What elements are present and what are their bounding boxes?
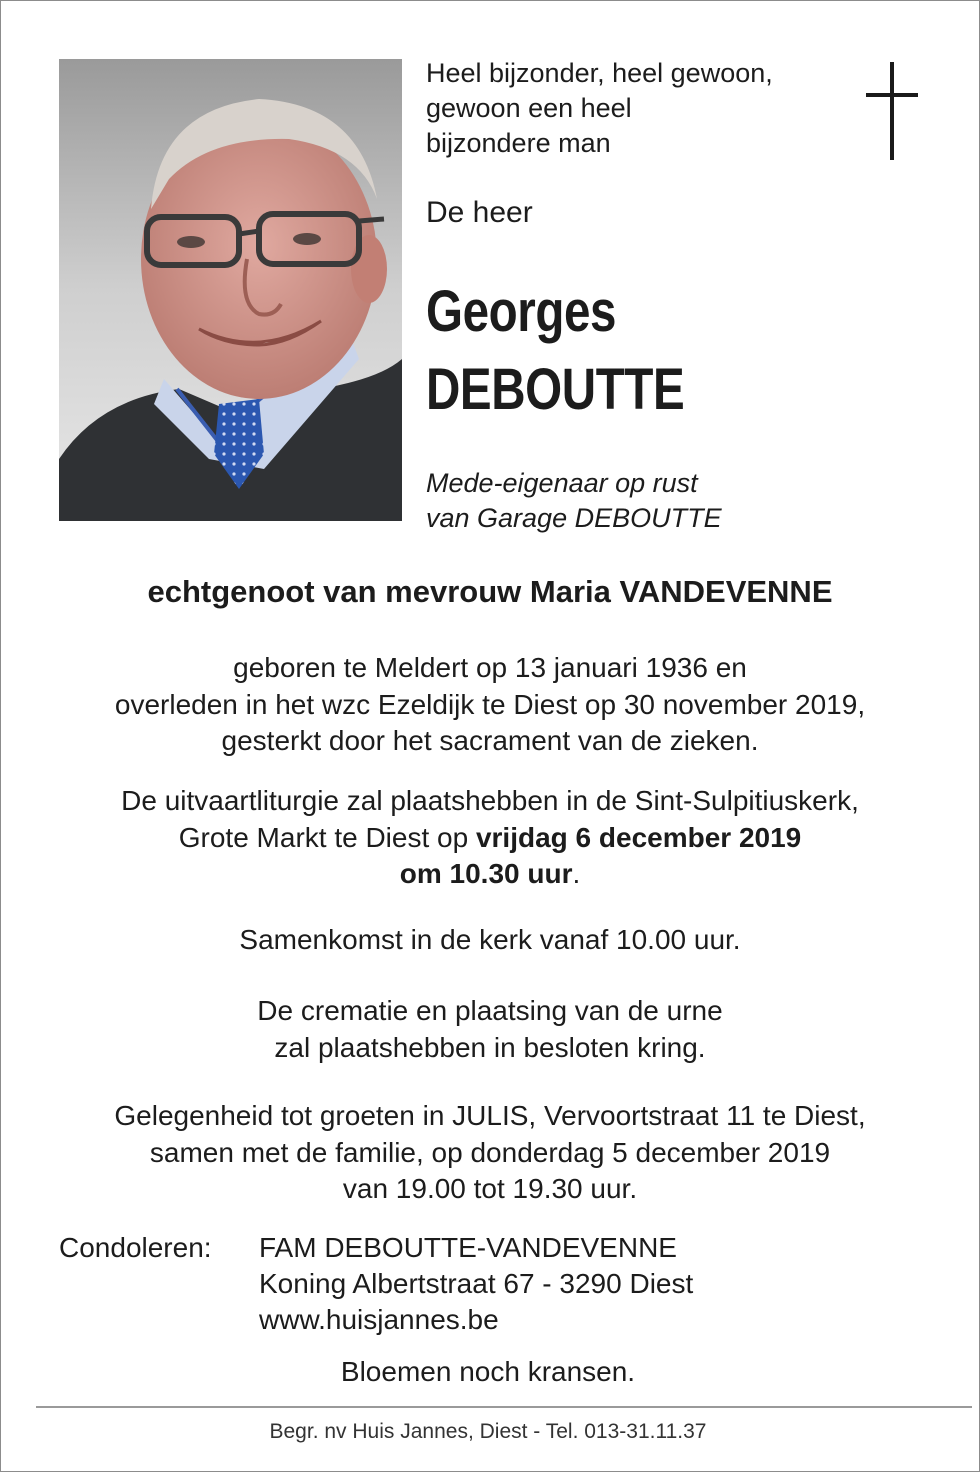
text-line: geboren te Meldert op 13 januari 1936 en [233,652,747,683]
funeral-home-footer: Begr. nv Huis Jannes, Diest - Tel. 013-31.11.37 [269,1420,707,1443]
honorific: De heer [426,196,533,229]
condolences-family: FAM DEBOUTTE-VANDEVENNE [259,1232,677,1263]
occupation-line: van Garage DEBOUTTE [426,503,722,533]
text-line: overleden in het wzc Ezeldijk te Diest op 30 november 2019, [114,688,866,720]
latin-cross-icon [862,62,922,160]
text-line [0,856,980,893]
verse-line: bijzondere man [426,128,611,158]
funeral-block [0,783,980,893]
text-line: De crematie en plaatsing van de urne [257,995,723,1026]
verse-line: Heel bijzonder, heel gewoon, [426,58,773,88]
portrait-photo [59,59,402,521]
gathering-line: Samenkomst in de kerk vanaf 10.00 uur. [239,924,741,955]
condolences-address [259,1230,693,1338]
text-line: Gelegenheid tot groeten in JULIS, Vervoortstraat 11 te Diest, [114,1100,866,1131]
text-line: van 19.00 tot 19.30 uur. [342,1173,638,1204]
occupation-line: Mede-eigenaar op rust [426,468,698,498]
flowers-note: Bloemen noch kransen. [340,1356,636,1387]
verse-line: gewoon een heel [426,93,632,123]
first-name: Georges [426,279,617,344]
visitation-block [0,1098,980,1208]
text-line: gesterkt door het sacrament van de zieken. [221,725,759,756]
condolences-label: Condoleren: [59,1232,212,1263]
text-line: zal plaatshebben in besloten kring. [274,1031,706,1063]
cremation-block [0,993,980,1066]
condolences-street: Koning Albertstraat 67 - 3290 Diest [259,1268,694,1299]
divider [36,1406,972,1408]
birth-death-block [0,650,980,760]
spouse-line: echtgenoot van mevrouw Maria VANDEVENNE [147,574,833,609]
last-name: DEBOUTTE [426,357,685,422]
occupation [426,466,722,536]
funeral-place: Grote Markt te Diest op [178,821,476,853]
condolences-website-link[interactable]: www.huisjannes.be [259,1304,499,1335]
period: . [572,858,581,889]
verse [426,56,773,161]
funeral-time: om 10.30 uur [399,858,573,889]
funeral-date: vrijdag 6 december 2019 [475,821,802,853]
text-line: De uitvaartliturgie zal plaatshebben in de Sint-Sulpitiuskerk, [121,785,859,816]
text-line: samen met de familie, op donderdag 5 december 2019 [149,1136,831,1168]
text-line [0,820,980,857]
